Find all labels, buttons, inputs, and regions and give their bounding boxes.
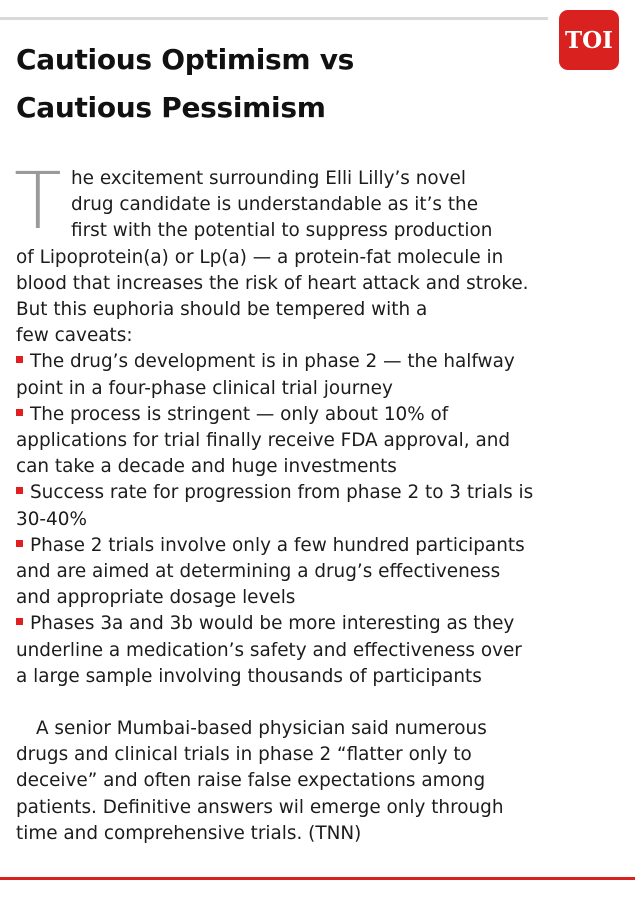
bullet-continuation: underline a medication’s safety and effectiveness over xyxy=(16,639,522,661)
paragraph-spacer xyxy=(16,690,626,716)
intro-line: But this euphoria should be tempered with a xyxy=(16,299,428,321)
bullet-square-icon xyxy=(16,487,23,494)
bullet-item: Phase 2 trials involve only a few hundred participants xyxy=(16,533,626,559)
bullet-continuation: and are aimed at determining a drug’s effectiveness xyxy=(16,561,501,583)
intro-line: he excitement surrounding Elli Lilly’s novel xyxy=(71,168,466,189)
intro-line: first with the potential to suppress production xyxy=(71,220,493,242)
toi-logo[interactable]: TOI xyxy=(559,10,619,70)
closing-line: deceive” and often raise false expectations among xyxy=(16,770,486,792)
bullet-item: Success rate for progression from phase 2 to 3 trials is xyxy=(16,480,626,506)
bullet-item: The process is stringent — only about 10% of xyxy=(16,402,626,428)
intro-line: few caveats: xyxy=(16,325,133,347)
intro-line: blood that increases the risk of heart attack and stroke. xyxy=(16,272,529,294)
closing-line: patients. Definitive answers wil emerge only through xyxy=(16,796,504,818)
bullet-square-icon xyxy=(16,409,23,416)
bullet-continuation: 30-40% xyxy=(16,508,87,530)
bullet-continuation: and appropriate dosage levels xyxy=(16,587,296,609)
bullet-continuation: applications for trial finally receive FDA approval, and xyxy=(16,430,511,452)
bullet-continuation: can take a decade and huge investments xyxy=(16,456,397,478)
headline-line-2: Cautious Pessimism xyxy=(16,91,326,124)
bullet-continuation: point in a four-phase clinical trial journey xyxy=(16,377,393,399)
closing-line: drugs and clinical trials in phase 2 “flatter only to xyxy=(16,744,472,766)
intro-line: of Lipoprotein(a) or Lp(a) — a protein-fat molecule in xyxy=(16,246,504,268)
bullet-item: Phases 3a and 3b would be more interesting as they xyxy=(16,611,626,637)
article-body xyxy=(14,157,626,847)
bottom-divider xyxy=(0,877,635,880)
bullet-item: The drug’s development is in phase 2 — the halfway xyxy=(16,349,626,375)
headline-line-1: Cautious Optimism vs xyxy=(16,43,355,76)
top-divider xyxy=(0,17,548,20)
closing-line: A senior Mumbai-based physician said numerous xyxy=(36,718,487,740)
bullet-square-icon xyxy=(16,540,23,547)
bullet-continuation: a large sample involving thousands of participants xyxy=(16,665,482,687)
closing-line: time and comprehensive trials. (TNN) xyxy=(16,822,362,844)
bullet-square-icon xyxy=(16,618,23,625)
bullet-square-icon xyxy=(16,356,23,363)
drop-cap: T xyxy=(14,157,62,247)
headline xyxy=(16,36,556,132)
intro-line: drug candidate is understandable as it’s the xyxy=(71,194,479,216)
